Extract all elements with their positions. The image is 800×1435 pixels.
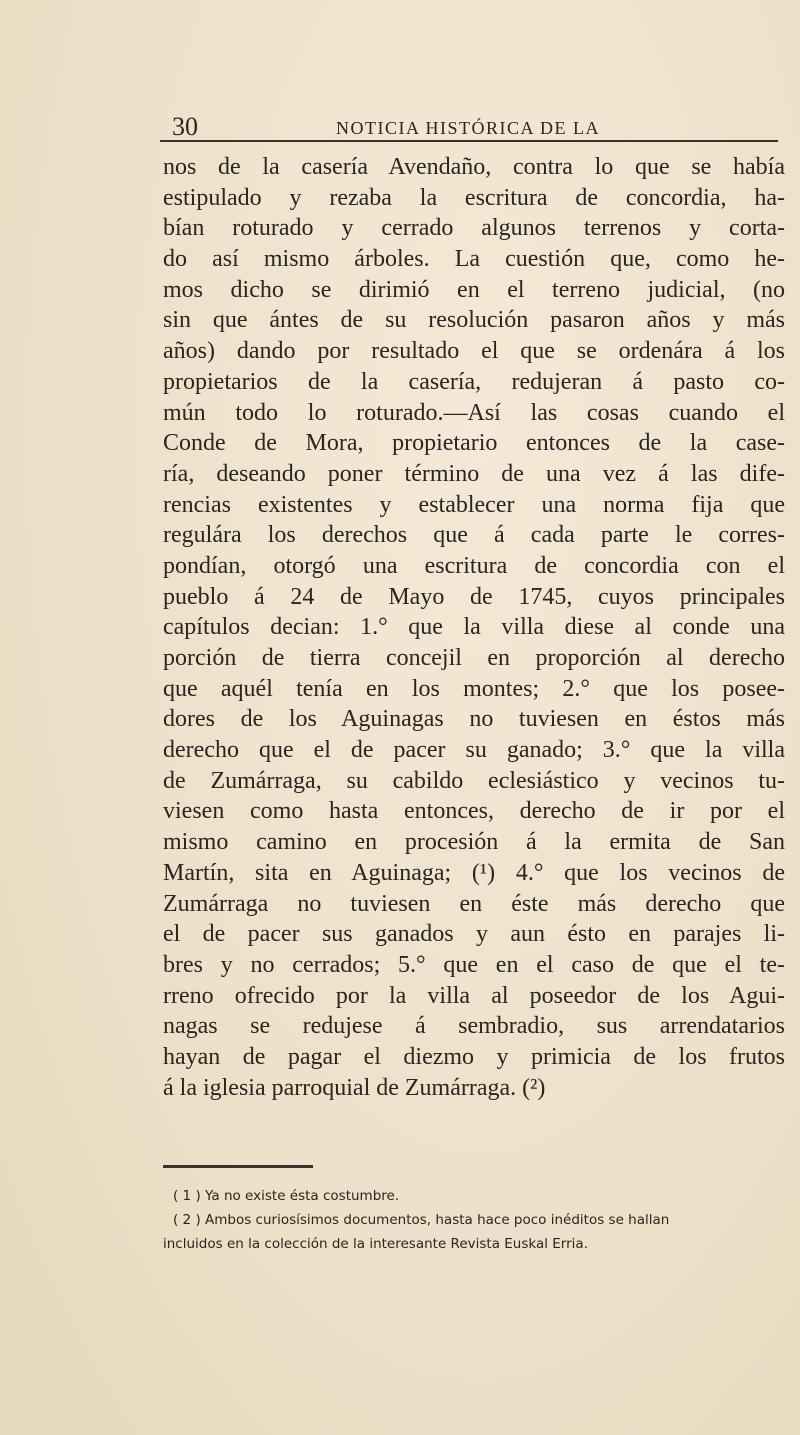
footnotes bbox=[163, 1184, 785, 1256]
text-line: propietarios de la casería, redujeran á pasto co- bbox=[163, 368, 785, 395]
footnote-1: ( 1 ) Ya no existe ésta costumbre. bbox=[173, 1188, 400, 1204]
text-line: pondían, otorgó una escritura de concordia con el bbox=[163, 552, 785, 579]
footnote-2-continuation: incluidos en la colección de la interesante Revista Euskal Erria. bbox=[163, 1236, 588, 1252]
text-line: porción de tierra concejil en proporción al derecho bbox=[163, 645, 785, 671]
text-line: mos dicho se dirimió en el terreno judicial, (no bbox=[163, 276, 785, 303]
text-line: Zumárraga no tuviesen en éste más derecho que bbox=[163, 890, 785, 917]
body-paragraph bbox=[163, 152, 785, 1103]
text-line: el de pacer sus ganados y aun ésto en parajes li- bbox=[163, 921, 785, 948]
text-line: bían roturado y cerrado algunos terrenos y corta- bbox=[163, 215, 785, 242]
footnote-2: ( 2 ) Ambos curiosísimos documentos, hasta hace poco inéditos se hallan bbox=[173, 1212, 670, 1228]
text-line: regulára los derechos que á cada parte le corres- bbox=[163, 522, 785, 549]
text-line: rencias existentes y establecer una norma fija que bbox=[163, 491, 785, 518]
text-line: sin que ántes de su resolución pasaron años y más bbox=[163, 307, 785, 334]
text-line: nagas se redujese á sembradio, sus arrendatarios bbox=[163, 1013, 785, 1040]
text-line: bres y no cerrados; 5.° que en el caso de que el te- bbox=[163, 951, 785, 978]
text-line: Conde de Mora, propietario entonces de la case- bbox=[163, 430, 785, 457]
text-line: viesen como hasta entonces, derecho de ir por el bbox=[163, 798, 785, 825]
text-line: mún todo lo roturado.—Así las cosas cuando el bbox=[163, 399, 785, 426]
text-line: nos de la casería Avendaño, contra lo que se había bbox=[163, 154, 785, 180]
text-line: capítulos decian: 1.° que la villa diese al conde una bbox=[163, 614, 785, 641]
footnote-rule bbox=[163, 1165, 313, 1168]
text-line: derecho que el de pacer su ganado; 3.° que la villa bbox=[163, 737, 785, 764]
page-number: 30 bbox=[172, 112, 198, 141]
text-line: á la iglesia parroquial de Zumárraga. (²) bbox=[163, 1074, 546, 1101]
text-line: pueblo á 24 de Mayo de 1745, cuyos principales bbox=[163, 583, 785, 610]
text-line: que aquél tenía en los montes; 2.° que los posee- bbox=[163, 675, 785, 702]
running-title: NOTICIA HISTÓRICA DE LA bbox=[336, 118, 600, 138]
text-line: estipulado y rezaba la escritura de concordia, ha- bbox=[163, 184, 785, 211]
text-line: mismo camino en procesión á la ermita de San bbox=[163, 829, 785, 856]
text-line: de Zumárraga, su cabildo eclesiástico y vecinos tu- bbox=[163, 767, 785, 794]
text-line: hayan de pagar el diezmo y primicia de los frutos bbox=[163, 1043, 785, 1070]
header-rule bbox=[160, 140, 778, 142]
text-line: rreno ofrecido por la villa al poseedor de los Agui- bbox=[163, 982, 785, 1009]
text-line: dores de los Aguinagas no tuviesen en éstos más bbox=[163, 706, 785, 733]
text-line: do así mismo árboles. La cuestión que, como he- bbox=[163, 246, 785, 273]
text-line: años) dando por resultado el que se ordenára á los bbox=[163, 338, 785, 365]
text-line: Martín, sita en Aguinaga; (¹) 4.° que los vecinos de bbox=[163, 859, 785, 886]
text-line: ría, deseando poner término de una vez á las dife- bbox=[163, 460, 785, 487]
running-head bbox=[160, 112, 780, 142]
